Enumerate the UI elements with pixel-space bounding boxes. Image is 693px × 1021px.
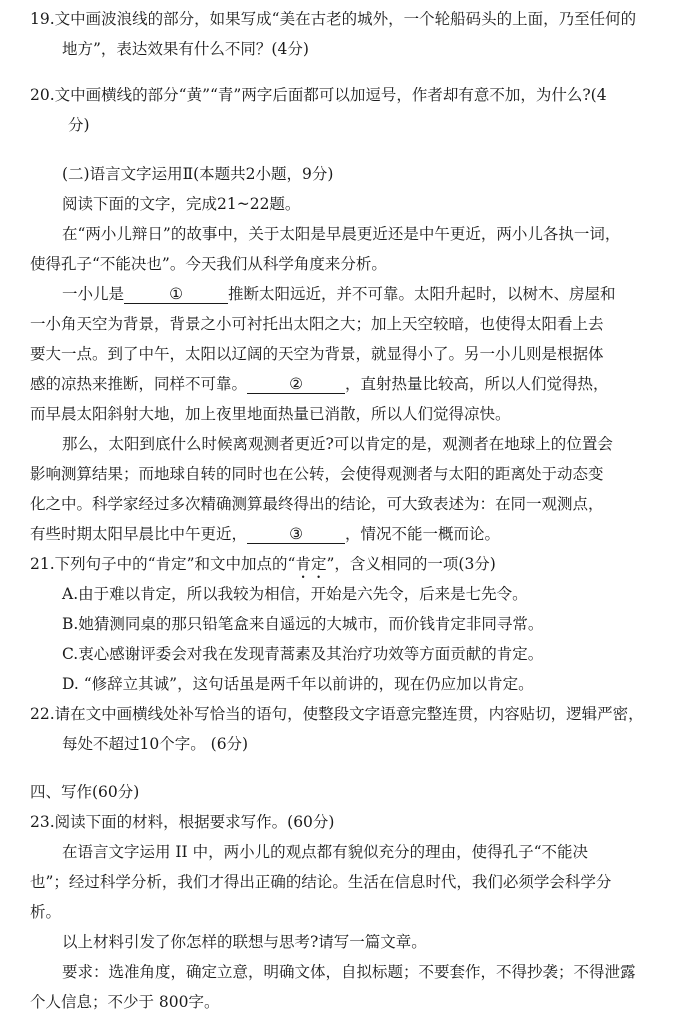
q21-option-c: C.衷心感谢评委会对我在发现青蒿素及其治疗功效等方面贡献的肯定。 bbox=[62, 645, 544, 663]
passage-text: 一小儿是 bbox=[62, 285, 125, 303]
q21-keyword: 肯定 bbox=[155, 555, 187, 573]
passage-text: 推断太阳远近，并不可靠。太阳升起时，以树木、房屋和 bbox=[228, 285, 616, 303]
blank-2: ② bbox=[247, 375, 345, 394]
q19-line-1: 19.文中画波浪线的部分，如果写成“美在古老的城外，一个轮船码头的上面，乃至任何的 bbox=[30, 10, 637, 28]
passage-p2-line-4 bbox=[30, 373, 609, 395]
q21-stem-text: ”，含义相同的一项(3分) bbox=[326, 555, 496, 573]
q21-stem bbox=[30, 553, 496, 582]
blank-3: ③ bbox=[247, 525, 345, 544]
q21-stem-text: 21.下列句子中的“ bbox=[30, 555, 156, 573]
material-line-2: 也”；经过科学分析，我们才得出正确的结论。生活在信息时代，我们必须学会科学分 bbox=[30, 873, 612, 891]
passage-p3-line-1: 那么，太阳到底什么时候离观测者更近?可以肯定的是，观测者在地球上的位置会 bbox=[62, 435, 613, 453]
passage-p3-line-2: 影响测算结果；而地球自转的同时也在公转，会使得观测者与太阳的距离处于动态变 bbox=[30, 465, 604, 483]
q21-option-d: D. “修辞立其诚”，这句话虽是两千年以前讲的，现在仍应加以肯定。 bbox=[62, 675, 534, 693]
passage-p2-line-2: 一小角天空为背景，背景之小可衬托出太阳之大；加上天空较暗，也使得太阳看上去 bbox=[30, 315, 604, 333]
passage-text: ，情况不能一概而论。 bbox=[345, 525, 501, 543]
q21-dotted-keyword: 肯定 bbox=[295, 555, 327, 573]
passage-p1-line-2: 使得孔子“不能决也”。今天我们从科学角度来分析。 bbox=[30, 255, 387, 273]
section2-heading: (二)语言文字运用Ⅱ(本题共2小题，9分) bbox=[62, 165, 334, 183]
q21-option-b: B.她猜测同桌的那只铅笔盒来自遥远的大城市，而价钱肯定非同寻常。 bbox=[62, 615, 544, 633]
material-line-1: 在语言文字运用 II 中，两小儿的观点都有貌似充分的理由，使得孔子“不能决 bbox=[62, 843, 589, 861]
blank-1: ① bbox=[124, 285, 228, 304]
passage-text: 感的凉热来推断，同样不可靠。 bbox=[30, 375, 248, 393]
passage-p3-line-4 bbox=[30, 523, 500, 545]
q21-option-a: A.由于难以肯定，所以我较为相信，开始是六先令，后来是七先令。 bbox=[62, 585, 528, 603]
q23-stem: 23.阅读下面的材料，根据要求写作。(60分) bbox=[30, 813, 335, 831]
q21-stem-text: ”和文中加点的“ bbox=[186, 555, 296, 573]
q19-line-2: 地方”，表达效果有什么不同？(4分) bbox=[62, 40, 309, 58]
passage-text: 有些时期太阳早晨比中午更近， bbox=[30, 525, 248, 543]
section2-instruction: 阅读下面的文字，完成21~22题。 bbox=[62, 195, 301, 213]
writing-prompt: 以上材料引发了你怎样的联想与思考?请写一篇文章。 bbox=[62, 933, 427, 951]
requirements-line-1: 要求：选准角度，确定立意，明确文体，自拟标题；不要套作，不得抄袭；不得泄露 bbox=[62, 963, 636, 981]
passage-p2-line-1 bbox=[62, 283, 616, 305]
requirements-line-2: 个人信息；不少于 800字。 bbox=[30, 993, 220, 1011]
passage-text: ，直射热量比较高，所以人们觉得热， bbox=[345, 375, 609, 393]
q22-line-1: 22.请在文中画横线处补写恰当的语句，使整段文字语意完整连贯，内容贴切，逻辑严密， bbox=[30, 705, 644, 723]
material-line-3: 析。 bbox=[30, 903, 62, 921]
passage-p3-line-3: 化之中。科学家经过多次精确测算最终得出的结论，可大致表述为：在同一观测点， bbox=[30, 495, 604, 513]
q20-line-2: 分) bbox=[68, 116, 90, 134]
q20-line-1: 20.文中画横线的部分“黄”“青”两字后面都可以加逗号，作者却有意不加，为什么?(4 bbox=[30, 86, 607, 104]
passage-p1-line-1: 在“两小儿辩日”的故事中，关于太阳是早晨更近还是中午更近，两小儿各执一词， bbox=[62, 225, 621, 243]
passage-p2-line-3: 要大一点。到了中午，太阳以辽阔的天空为背景，就显得小了。另一小儿则是根据体 bbox=[30, 345, 604, 363]
passage-p2-line-5: 而早晨太阳斜射大地，加上夜里地面热量已消散，所以人们觉得凉快。 bbox=[30, 405, 511, 423]
q22-line-2: 每处不超过10个字。 (6分) bbox=[62, 735, 249, 753]
section4-heading: 四、写作(60分) bbox=[30, 783, 140, 801]
